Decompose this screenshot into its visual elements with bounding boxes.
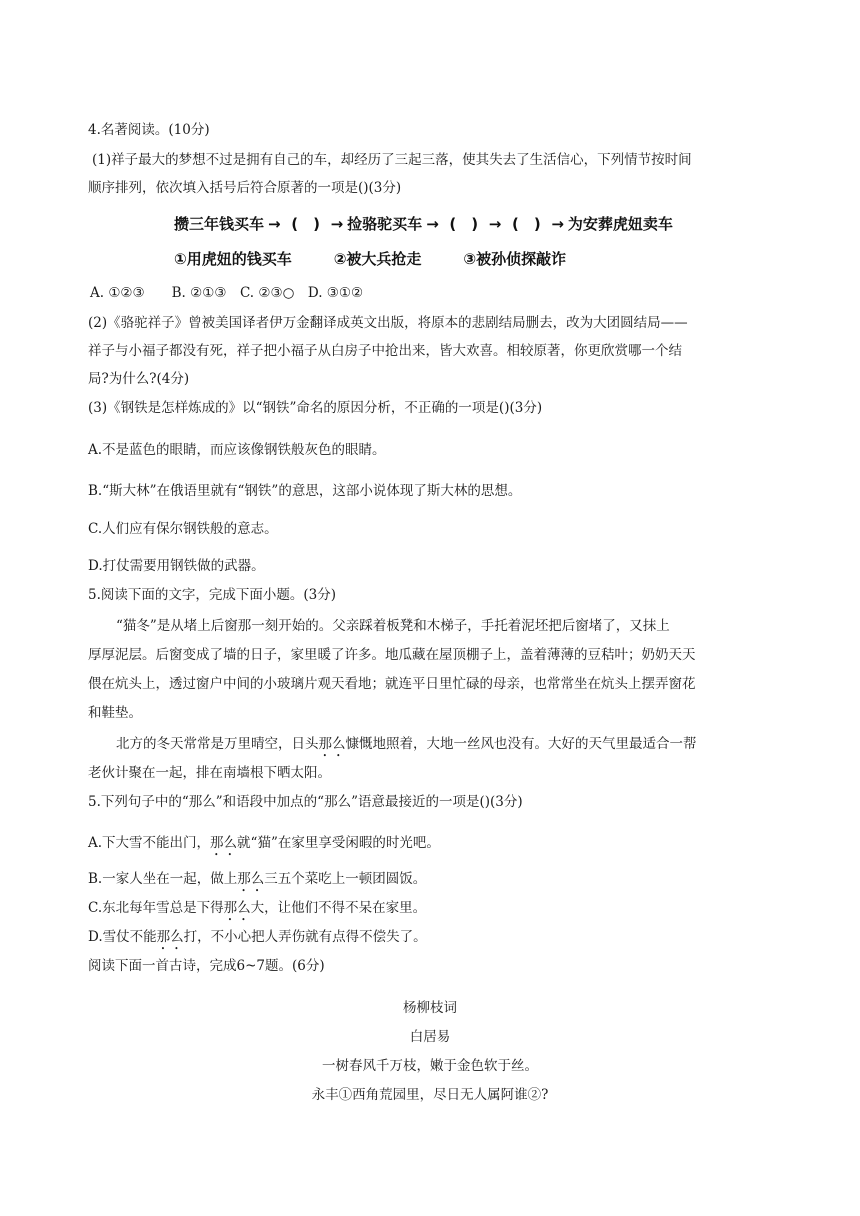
option-text: 大，让他们不得不呆在家里。: [250, 900, 427, 916]
passage-p1-line1: “猫冬”是从堵上后窗那一刻开始的。父亲踩着板凳和木梯子，手托着泥坯把后窗堵了，又抹上: [116, 618, 670, 634]
passage-p1-line2: 厚厚泥层。后窗变成了墙的日子，家里暖了许多。地瓜藏在屋顶棚子上，盖着薄薄的豆秸叶；奶奶天天: [88, 647, 696, 663]
plot-options-row: [174, 248, 608, 269]
dotted-word: 那么: [210, 835, 238, 851]
passage-p1-line4: 和鞋垫。: [88, 705, 142, 721]
q4-option-b: B.“斯大林”在俄语里就有“钢铁”的意思，这部小说体现了斯大林的思想。: [88, 483, 522, 499]
flow-step-end: 为安葬虎妞卖车: [567, 215, 673, 233]
q6-intro: 阅读下面一首古诗，完成6~7题。(6分): [88, 958, 325, 974]
passage-text: 北方的冬天常常是万里晴空，日头: [116, 736, 319, 752]
q5-option-a: [88, 833, 440, 859]
arrow-icon: →: [551, 215, 564, 233]
option-text: 打，不小心把人弄伤就有点得不偿失了。: [183, 929, 427, 945]
arrow-icon: →: [268, 215, 281, 233]
q5-heading: 5.阅读下面的文字，完成下面小题。(3分): [88, 587, 337, 603]
option-text: 三五个菜吃上一顿团圆饭。: [264, 871, 427, 887]
poem-author: 白居易: [409, 1029, 451, 1045]
dotted-word: 那么: [318, 736, 346, 752]
flow-blank-2: ( ): [449, 215, 479, 233]
q5-option-d: [88, 927, 427, 953]
passage-text: 慷慨地照着，大地一丝风也没有。大好的天气里最适合一帮: [345, 736, 697, 752]
option-text: A.下大雪不能出门，: [88, 835, 211, 851]
q4-option-d: D.打仗需要用钢铁做的武器。: [88, 558, 265, 574]
poem-line-2: 永丰①西角荒园里，尽日无人属阿谁②?: [311, 1087, 549, 1103]
passage-p1-line3: 偎在炕头上，透过窗户中间的小玻璃片观天看地；就连平日里忙碌的母亲，也常常坐在炕头上摆弄窗花: [88, 676, 696, 692]
flow-blank-3: ( ): [511, 215, 541, 233]
q4-sub2-line3: 局?为什么?(4分): [88, 371, 190, 387]
dotted-word: 那么: [223, 900, 251, 916]
flow-step-1: 攒三年钱买车: [174, 215, 265, 233]
flow-step-2: 捡骆驼买车: [347, 215, 423, 233]
q4-option-c: C.人们应有保尔钢铁般的意志。: [88, 521, 278, 537]
q4-sub3: (3)《钢铁是怎样炼成的》以“钢铁”命名的原因分析，不正确的一项是()(3分): [88, 400, 543, 416]
q5-option-c: [88, 898, 426, 924]
option-text: C.东北每年雪总是下得: [88, 900, 224, 916]
plot-option-1: ①用虎妞的钱买车: [174, 250, 292, 268]
passage-p2-line2: 老伙计聚在一起，排在南墙根下晒太阳。: [88, 765, 331, 781]
q4-choices: A. ①②③ B. ②①③ C. ②③○ D. ③①②: [90, 285, 364, 301]
arrow-icon: →: [488, 215, 502, 233]
q4-sub1-line1: (1)祥子最大的梦想不过是拥有自己的车，却经历了三起三落，使其失去了生活信心，下列情节按时间: [92, 152, 692, 168]
plot-sequence-diagram: [174, 213, 673, 234]
q5-option-b: [88, 869, 426, 895]
passage-p2-line1: [116, 734, 697, 760]
plot-option-2: ②被大兵抢走: [333, 250, 422, 268]
option-text: B.一家人坐在一起，做上: [88, 871, 238, 887]
q4-sub2-line1: (2)《骆驼祥子》曾被美国译者伊万金翻译成英文出版，将原本的悲剧结局删去，改为大团圆结局——: [88, 315, 688, 331]
arrow-icon: →: [330, 215, 344, 233]
flow-blank-1: ( ): [291, 215, 320, 233]
option-text: 就“猫”在家里享受闲暇的时光吧。: [237, 835, 440, 851]
dotted-word: 那么: [237, 871, 265, 887]
plot-option-3: ③被孙侦探敲诈: [463, 250, 567, 268]
q4-option-a: A.不是蓝色的眼睛，而应该像钢铁般灰色的眼睛。: [88, 442, 386, 458]
dotted-word: 那么: [156, 929, 184, 945]
option-text: D.雪仗不能: [88, 929, 157, 945]
q5-question: 5.下列句子中的“那么”和语段中加点的“那么”语意最接近的一项是()(3分): [88, 794, 523, 810]
poem-title: 杨柳枝词: [403, 1000, 457, 1016]
q4-heading: 4.名著阅读。(10分): [88, 122, 210, 138]
q4-sub1-line2: 顺序排列，依次填入括号后符合原著的一项是()(3分): [88, 180, 402, 196]
arrow-icon: →: [426, 215, 439, 233]
q4-sub2-line2: 祥子与小福子都没有死，祥子把小福子从白房子中抢出来，皆大欢喜。相较原著，你更欣赏哪一个结: [88, 343, 682, 359]
poem-line-1: 一树春风千万枝，嫩于金色软于丝。: [322, 1058, 538, 1074]
